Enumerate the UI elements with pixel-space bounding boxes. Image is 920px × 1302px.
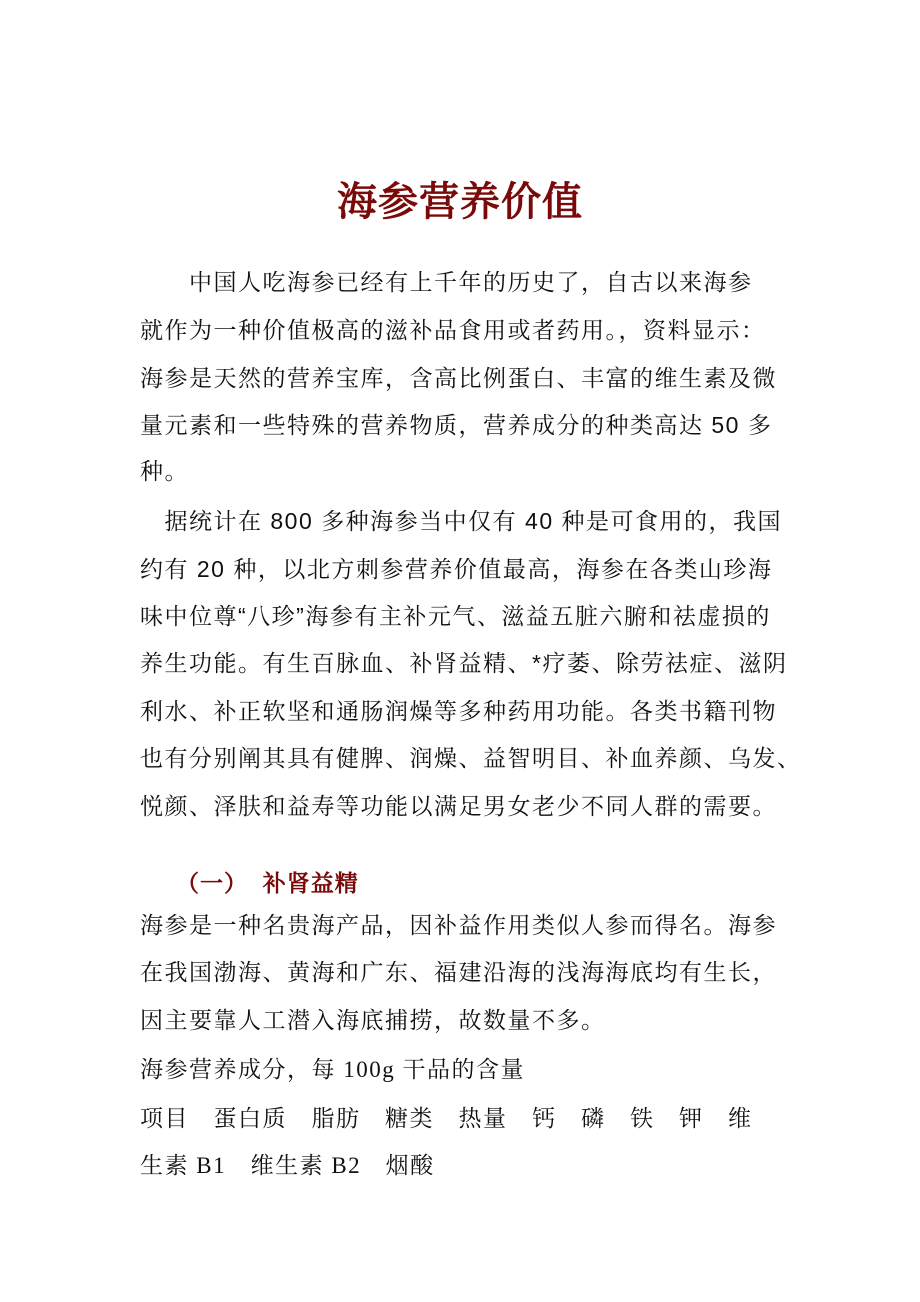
paragraph1-line: 种。	[140, 458, 189, 484]
section-paragraph-line: 在我国渤海、黄海和广东、福建沿海的浅海海底均有生长，	[140, 960, 777, 985]
paragraph1-line: 中国人吃海参已经有上千年的历史了，自古以来海参	[140, 269, 753, 295]
paragraph2-line: 据统计在 800 多种海参当中仅有 40 种是可食用的，我国	[140, 508, 783, 534]
section-heading: （一） 补肾益精	[176, 870, 359, 896]
document-title: 海参营养价值	[337, 179, 583, 224]
table-header-line: 项目 蛋白质 脂肪 糖类 热量 钙 磷 铁 钾 维	[140, 1106, 753, 1131]
table-caption: 海参营养成分，每 100g 干品的含量	[140, 1057, 525, 1082]
paragraph2-line: 约有 20 种，以北方刺参营养价值最高，海参在各类山珍海	[140, 556, 773, 582]
section-paragraph-line: 因主要靠人工潜入海底捕捞，故数量不多。	[140, 1008, 606, 1033]
paragraph2-line: 悦颜、泽肤和益寿等功能以满足男女老少不同人群的需要。	[140, 793, 777, 819]
paragraph2-line: 利水、补正软坚和通肠润燥等多种药用功能。各类书籍刊物	[140, 698, 777, 724]
paragraph1-line: 海参是天然的营养宝库，含高比例蛋白、丰富的维生素及微	[140, 365, 777, 391]
paragraph2-line: 养生功能。有生百脉血、补肾益精、*疗萎、除劳祛症、滋阴	[140, 650, 788, 676]
table-header-line: 生素 B1 维生素 B2 烟酸	[140, 1153, 435, 1178]
section-paragraph-line: 海参是一种名贵海产品，因补益作用类似人参而得名。海参	[140, 913, 777, 938]
paragraph2-line: 也有分别阐其具有健脾、润燥、益智明目、补血养颜、乌发、	[140, 745, 802, 771]
paragraph1-line: 量元素和一些特殊的营养物质，营养成分的种类高达 50 多	[140, 412, 773, 438]
paragraph1-line: 就作为一种价值极高的滋补品食用或者药用。，资料显示：	[140, 317, 766, 343]
paragraph2-line: 味中位尊“八珍”海参有主补元气、滋益五脏六腑和祛虚损的	[140, 603, 771, 629]
